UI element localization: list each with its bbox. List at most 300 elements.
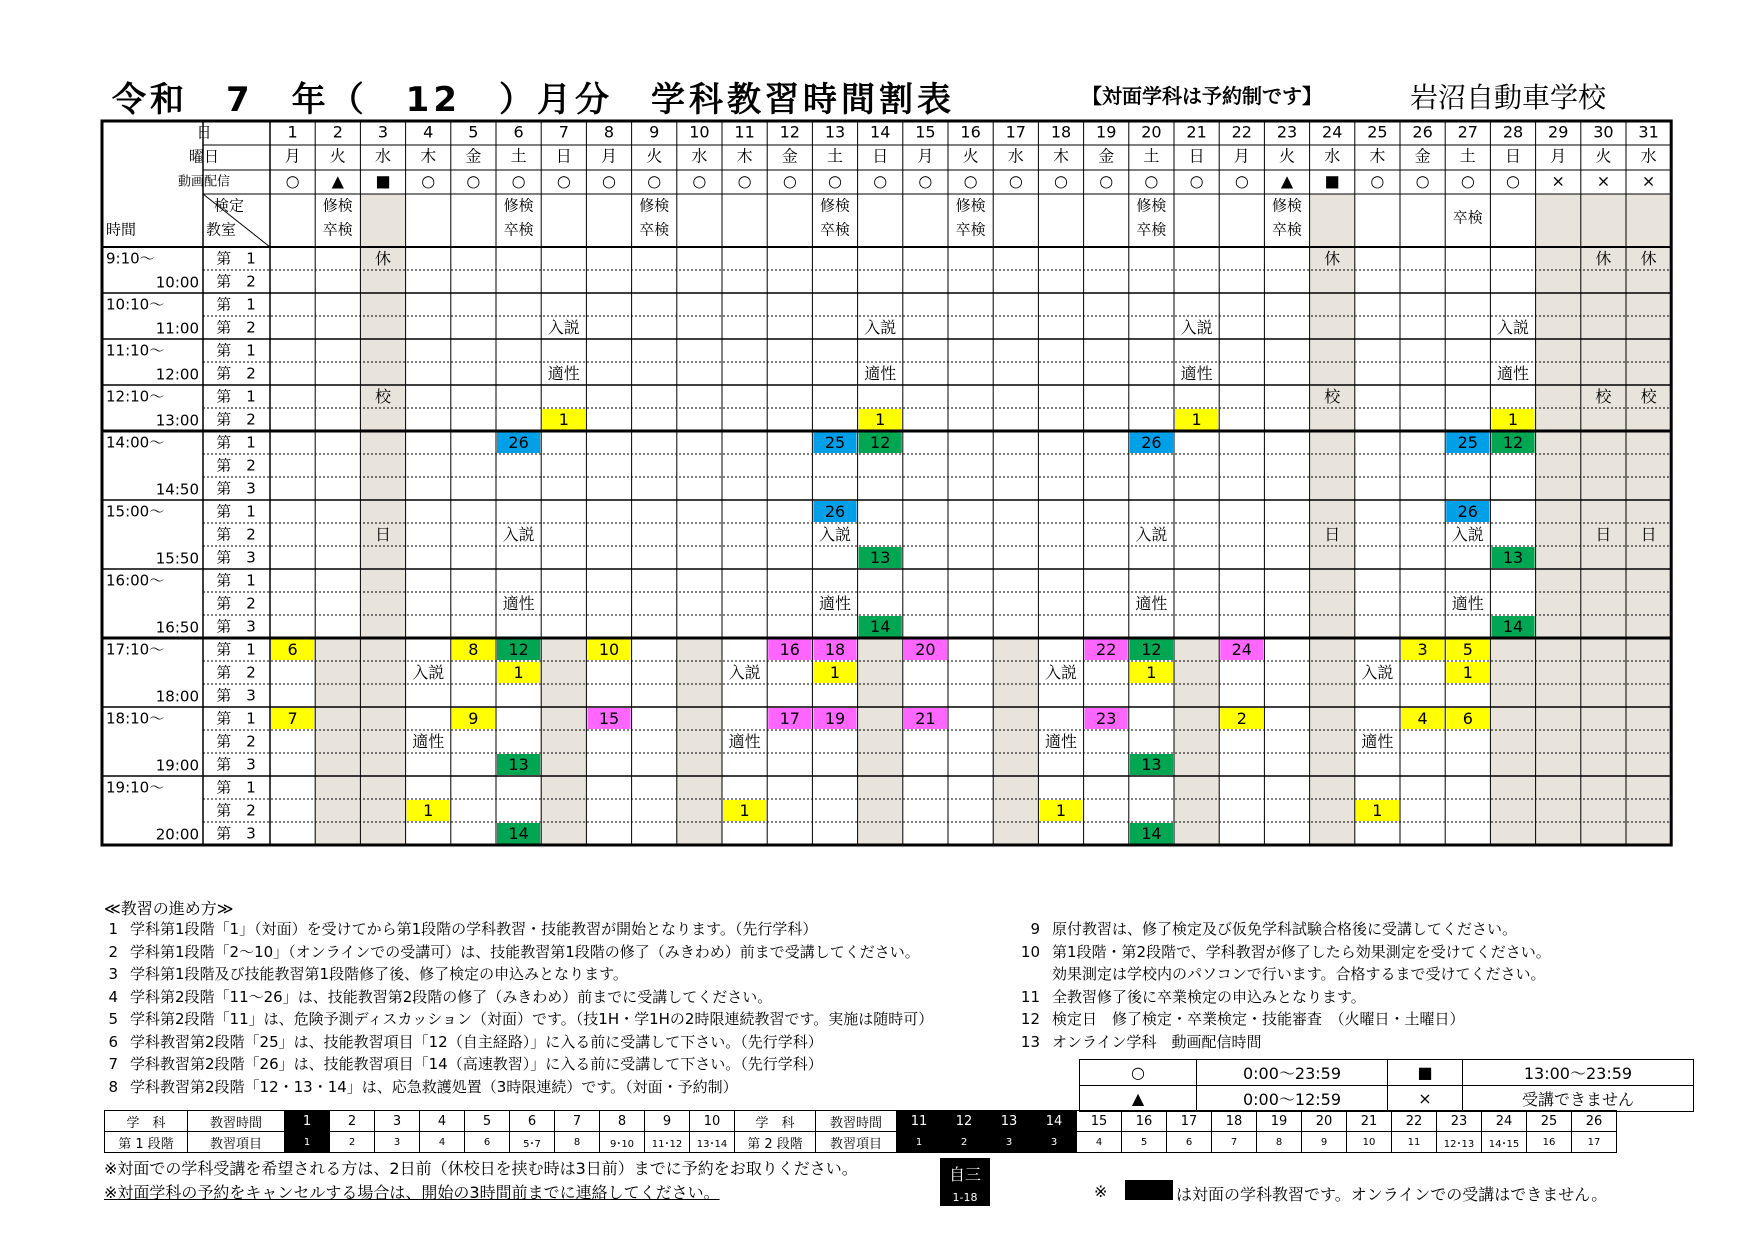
course-item: 16 (1527, 1132, 1572, 1153)
closed-column (1581, 194, 1626, 845)
lesson-label: 14 (870, 617, 891, 636)
course-hour: 15 (1077, 1111, 1122, 1132)
course-hour: 9 (645, 1111, 690, 1132)
room-label: 第 3 (216, 755, 256, 774)
video-mark: ○ (1144, 171, 1159, 191)
room-label: 第 1 (216, 249, 256, 268)
jiko-sub: 1-18 (952, 1191, 978, 1204)
lesson-label: 日 (1324, 525, 1341, 544)
closed-evening-cell (858, 638, 903, 845)
weekday-label: 木 (736, 146, 753, 166)
video-mark: ○ (285, 171, 300, 191)
room-label: 第 3 (216, 548, 256, 567)
exam-label: 修検 (819, 196, 851, 215)
block-end-time: 14:50 (155, 480, 199, 499)
lesson-label: 1 (1055, 801, 1067, 820)
weekday-label: 火 (329, 146, 346, 166)
course-hour: 14 (1032, 1111, 1077, 1132)
block-start-time: 19:10～ (106, 778, 165, 797)
day-number: 31 (1638, 122, 1659, 142)
legend-symbol: ■ (1388, 1060, 1463, 1086)
day-number: 13 (824, 122, 846, 142)
course-item: 3 (987, 1132, 1032, 1153)
weekday-label: 土 (1459, 146, 1476, 166)
weekday-label: 土 (826, 146, 844, 166)
day-number: 10 (689, 122, 710, 142)
lesson-label: 26 (1141, 433, 1162, 452)
exam-label: 卒検 (503, 220, 534, 239)
lesson-label: 14 (1141, 824, 1162, 843)
exam-label: 修検 (322, 196, 353, 215)
video-mark: ○ (556, 171, 571, 191)
course-item: 17 (1572, 1132, 1617, 1153)
exam-label: 修検 (1271, 196, 1303, 215)
block-start-time: 11:10～ (106, 341, 165, 360)
room-label: 第 2 (216, 525, 256, 544)
lesson-label: 16 (779, 640, 800, 659)
note-number: 10 (1020, 942, 1040, 961)
course-item: 14･15 (1482, 1132, 1527, 1153)
lesson-label: 7 (287, 709, 298, 728)
legend-row (1080, 1086, 1694, 1112)
lesson-label: 22 (1096, 640, 1117, 659)
jiko-label: 自三 (948, 1165, 981, 1184)
course-label: 教習時間 (188, 1111, 285, 1132)
room-label: 第 2 (216, 318, 256, 337)
note-item (96, 918, 817, 939)
lesson-label: 10 (598, 640, 620, 659)
lesson-label: 入説 (502, 525, 535, 544)
video-mark: ○ (1415, 171, 1430, 191)
course-label: 学 科 (105, 1111, 188, 1132)
exam-label: 卒検 (639, 220, 670, 239)
weekday-label: 木 (420, 146, 437, 166)
note-item (96, 941, 920, 962)
note-item (96, 1076, 738, 1097)
room-label: 第 1 (216, 387, 256, 406)
weekday-label: 木 (1052, 146, 1070, 166)
lesson-label: 適性 (547, 364, 580, 383)
legend-symbol: × (1388, 1086, 1463, 1112)
course-hour: 4 (420, 1111, 465, 1132)
day-number: 16 (960, 122, 981, 142)
lesson-label: 13 (870, 548, 891, 567)
lesson-label: 12 (1141, 640, 1162, 659)
course-hour: 3 (375, 1111, 420, 1132)
closed-evening-cell (541, 638, 586, 845)
course-item: 4 (1077, 1132, 1122, 1153)
school-name: 岩沼自動車学校 (1410, 81, 1607, 114)
day-number: 8 (603, 122, 615, 142)
weekday-label: 金 (781, 146, 798, 166)
weekday-label: 火 (646, 146, 663, 166)
note-number: 8 (108, 1077, 118, 1096)
video-header: 動画配信 (177, 174, 231, 190)
closed-evening-cell (1174, 638, 1219, 845)
room-label: 第 3 (216, 824, 256, 843)
lesson-label: 適性 (412, 732, 445, 751)
weekday-label: 金 (1414, 146, 1431, 166)
room-label: 第 1 (216, 295, 256, 314)
video-mark: × (1551, 171, 1565, 191)
note-text: 学科教習第2段階「12・13・14」は、応急救護処置（3時限連続）です。（対面・予約制） (130, 1077, 738, 1096)
video-mark: ▲ (331, 171, 344, 191)
lesson-label: 適性 (1451, 594, 1484, 613)
closed-column (1536, 194, 1581, 845)
block-start-time: 9:10～ (106, 249, 155, 268)
room-label: 第 2 (216, 410, 256, 429)
room-label: 第 3 (216, 479, 256, 498)
reservation-note: ※対面での学科受講を希望される方は、2日前（休校日を挟む時は3日前）までに予約をお取りください。 (104, 1159, 858, 1178)
legend-time: 0:00～23:59 (1197, 1060, 1388, 1086)
block-end-time: 12:00 (155, 365, 199, 384)
lesson-label: 15 (598, 709, 620, 728)
room-label: 第 1 (216, 640, 256, 659)
room-label: 第 1 (216, 341, 256, 360)
video-mark: ■ (1324, 171, 1340, 191)
block-start-time: 17:10～ (106, 640, 165, 659)
lesson-label: 5 (1462, 640, 1473, 659)
note-number: 13 (1020, 1032, 1040, 1051)
lesson-label: 1 (513, 663, 524, 682)
day-number: 23 (1276, 122, 1298, 142)
course-hour: 17 (1167, 1111, 1212, 1132)
course-hour: 21 (1347, 1111, 1392, 1132)
lesson-label: 休 (1324, 249, 1341, 268)
closed-evening-cell (677, 638, 722, 845)
day-number: 22 (1231, 122, 1252, 142)
lesson-label: 23 (1096, 709, 1117, 728)
weekday-label: 月 (600, 146, 618, 166)
lesson-label: 24 (1231, 640, 1252, 659)
lesson-label: 休 (1640, 249, 1657, 268)
lesson-label: 1 (1507, 410, 1519, 429)
day-number: 3 (377, 122, 389, 142)
day-number: 28 (1502, 122, 1524, 142)
course-item: 11･12 (645, 1132, 690, 1153)
video-mark: ■ (375, 171, 391, 191)
lesson-label: 1 (1191, 410, 1202, 429)
closed-evening-cell (1490, 638, 1535, 845)
lesson-label: 1 (423, 801, 434, 820)
legend-time: 受講できません (1463, 1086, 1694, 1112)
day-number: 20 (1141, 122, 1162, 142)
note-text: 学科第1段階「2～10」（オンラインでの受講可）は、技能教習第1段階の修了（みきわめ）前まで受講してください。 (130, 942, 920, 961)
lesson-label: 適性 (1496, 364, 1530, 383)
note-text: 学科第2段階「11」は、危険予測ディスカッション（対面）です。（技1H・学1Hの2時限連続教習です。実施は随時可） (130, 1010, 934, 1028)
lesson-label: 3 (1417, 640, 1428, 659)
closed-evening-cell (315, 638, 360, 845)
video-mark: ○ (963, 171, 978, 191)
video-mark: ○ (511, 171, 526, 191)
lesson-label: 適性 (1361, 732, 1394, 751)
lesson-label: 1 (558, 410, 569, 429)
note-number: 4 (108, 987, 118, 1006)
block-start-time: 15:00～ (106, 502, 165, 521)
lesson-label: 1 (1372, 801, 1383, 820)
course-item: 6 (465, 1132, 510, 1153)
room-label: 第 3 (216, 686, 256, 705)
course-item: 11 (1392, 1132, 1437, 1153)
day-number: 18 (1050, 122, 1072, 142)
note-item (1018, 941, 1551, 962)
video-mark: ○ (1189, 171, 1204, 191)
note-item (96, 1031, 823, 1052)
course-label: 教習項目 (188, 1132, 285, 1153)
video-mark: ○ (466, 171, 481, 191)
lesson-label: 25 (824, 433, 846, 452)
weekday-label: 火 (1595, 146, 1612, 166)
course-hour: 20 (1302, 1111, 1347, 1132)
video-mark: ○ (692, 171, 707, 191)
black-note: は対面の学科教習です。オンラインでの受講はできません。 (1176, 1185, 1608, 1204)
course-hour: 10 (690, 1111, 735, 1132)
course-hour: 7 (555, 1111, 600, 1132)
exam-label: 卒検 (322, 220, 353, 239)
course-label: 教習時間 (816, 1111, 897, 1132)
course-label: 第 2 段階 (735, 1132, 816, 1153)
exam-label: 修検 (503, 196, 534, 215)
course-item: 8 (1257, 1132, 1302, 1153)
lesson-label: 適性 (1180, 364, 1213, 383)
note-item (96, 1008, 933, 1029)
lesson-label: 6 (1462, 709, 1473, 728)
note-text: 学科教習第2段階「26」は、技能教習項目「14（高速教習）」に入る前に受講して下さい。（先行学科） (130, 1055, 823, 1073)
day-number: 29 (1548, 122, 1569, 142)
exam-label: 卒検 (1136, 220, 1167, 239)
black-swatch (1125, 1180, 1173, 1200)
course-item: 6 (1167, 1132, 1212, 1153)
lesson-label: 1 (739, 801, 750, 820)
course-hour: 25 (1527, 1111, 1572, 1132)
weekday-header: 曜日 (188, 147, 220, 166)
lesson-label: 適性 (1044, 732, 1078, 751)
block-end-time: 20:00 (155, 825, 199, 844)
weekday-label: 月 (284, 146, 301, 166)
legend-time: 0:00～12:59 (1197, 1086, 1388, 1112)
legend-symbol: ▲ (1080, 1086, 1197, 1112)
course-hour: 13 (987, 1111, 1032, 1132)
room-label: 第 2 (216, 272, 256, 291)
lesson-label: 1 (829, 663, 841, 682)
lesson-label: 休 (1595, 249, 1612, 268)
video-mark: ○ (1506, 171, 1520, 191)
note-number: 5 (108, 1010, 118, 1028)
lesson-label: 17 (779, 709, 800, 728)
block-end-time: 19:00 (155, 756, 199, 775)
note-number: 11 (1020, 987, 1040, 1006)
cancel-note: ※対面学科の予約をキャンセルする場合は、開始の3時間前までに連絡してください。 (104, 1183, 720, 1202)
note-item (1018, 918, 1517, 939)
weekday-label: 金 (1098, 146, 1115, 166)
lesson-label: 適性 (864, 364, 897, 383)
course-item: 8 (555, 1132, 600, 1153)
block-start-time: 16:00～ (106, 571, 165, 590)
day-number: 21 (1186, 122, 1207, 142)
lesson-label: 適性 (728, 732, 761, 751)
exam-label: 修検 (955, 196, 986, 215)
lesson-label: 入説 (1044, 663, 1078, 682)
lesson-label: 19 (824, 709, 846, 728)
weekday-label: 水 (691, 146, 708, 166)
video-mark: ▲ (1280, 171, 1294, 191)
lesson-label: 13 (1502, 548, 1524, 567)
block-start-time: 10:10～ (106, 295, 165, 314)
video-legend (1079, 1059, 1694, 1112)
course-hour: 8 (600, 1111, 645, 1132)
note-number: 6 (108, 1032, 118, 1051)
lesson-label: 1 (1462, 663, 1473, 682)
course-item: 2 (942, 1132, 987, 1153)
weekday-label: 日 (1188, 146, 1205, 166)
lesson-label: 入説 (1361, 663, 1394, 682)
weekday-label: 土 (510, 146, 527, 166)
video-mark: ○ (782, 171, 797, 191)
course-item: 1 (285, 1132, 330, 1153)
note-item (1018, 986, 1366, 1007)
video-mark: × (1641, 171, 1656, 191)
lesson-label: 入説 (1180, 318, 1213, 337)
room-label: 第 1 (216, 571, 256, 590)
weekday-label: 月 (1233, 146, 1250, 166)
exam-label: 卒検 (819, 220, 851, 239)
day-number: 1 (287, 122, 298, 142)
exam-label: 修検 (1136, 196, 1167, 215)
kyoshitsu-header: 教室 (205, 220, 237, 239)
lesson-label: 入説 (728, 663, 761, 682)
lesson-label: 日 (1640, 525, 1657, 544)
video-mark: ○ (647, 171, 662, 191)
day-number: 27 (1457, 122, 1478, 142)
note-number: 7 (108, 1055, 118, 1073)
lesson-label: 日 (374, 525, 392, 544)
lesson-label: 校 (374, 387, 392, 406)
video-mark: ○ (421, 171, 436, 191)
video-mark: ○ (1370, 171, 1385, 191)
day-number: 15 (915, 122, 936, 142)
lesson-label: 26 (1457, 502, 1478, 521)
note-text: 原付教習は、修了検定及び仮免学科試験合格後に受講してください。 (1052, 920, 1518, 938)
day-number: 7 (558, 122, 569, 142)
course-label: 学 科 (735, 1111, 816, 1132)
video-mark: ○ (602, 171, 616, 191)
lesson-label: 14 (1502, 617, 1524, 636)
course-hour: 2 (330, 1111, 375, 1132)
room-label: 第 2 (216, 456, 256, 475)
weekday-label: 月 (1550, 146, 1567, 166)
lesson-label: 6 (287, 640, 298, 659)
lesson-label: 入説 (1135, 525, 1168, 544)
video-mark: ○ (737, 171, 752, 191)
course-hours-row (105, 1111, 1617, 1132)
room-label: 第 1 (216, 433, 256, 452)
lesson-label: 休 (374, 249, 392, 268)
lesson-label: 4 (1417, 709, 1428, 728)
video-mark: ○ (873, 171, 888, 191)
room-label: 第 3 (216, 617, 256, 636)
day-number: 4 (423, 122, 434, 142)
day-number: 19 (1096, 122, 1117, 142)
note-item (1018, 963, 1546, 984)
note-text: 学科第1段階及び技能教習第1段階修了後、修了検定の申込みとなります。 (130, 965, 628, 983)
lesson-label: 校 (1324, 387, 1341, 406)
reservation-notice: 【対面学科は予約制です】 (1082, 84, 1322, 108)
block-start-time: 12:10～ (106, 387, 165, 406)
note-number: 1 (108, 920, 118, 938)
lesson-label: 12 (870, 433, 891, 452)
weekday-label: 火 (1278, 146, 1296, 166)
day-number: 11 (734, 122, 755, 142)
course-item: 2 (330, 1132, 375, 1153)
block-end-time: 16:50 (155, 618, 199, 637)
exam-label: 修検 (639, 196, 670, 215)
course-item: 1 (897, 1132, 942, 1153)
notes-heading: ≪教習の進め方≫ (104, 899, 234, 918)
course-hour: 26 (1572, 1111, 1617, 1132)
closed-column (1626, 194, 1671, 845)
weekday-label: 水 (1640, 146, 1657, 166)
video-mark: ○ (1008, 171, 1023, 191)
course-hour: 12 (942, 1111, 987, 1132)
lesson-label: 21 (915, 709, 936, 728)
note-number: 9 (1030, 920, 1040, 938)
note-number: 3 (108, 965, 118, 983)
lesson-label: 25 (1457, 433, 1478, 452)
lesson-label: 14 (508, 824, 529, 843)
lesson-label: 適性 (502, 594, 535, 613)
course-item: 9･10 (600, 1132, 645, 1153)
weekday-label: 日 (555, 146, 572, 166)
room-label: 第 2 (216, 663, 256, 682)
course-hour: 6 (510, 1111, 555, 1132)
lesson-label: 8 (468, 640, 479, 659)
weekday-label: 水 (1324, 146, 1341, 166)
jikan-header: 時間 (106, 220, 137, 239)
course-label: 第 1 段階 (105, 1132, 188, 1153)
video-mark: × (1596, 171, 1611, 191)
weekday-label: 木 (1369, 146, 1386, 166)
course-label: 教習項目 (816, 1132, 897, 1153)
lesson-label: 入説 (412, 663, 445, 682)
course-hour: 1 (285, 1111, 330, 1132)
weekday-label: 日 (1504, 146, 1522, 166)
note-text: 効果測定は学校内のパソコンで行います。合格するまで受けてください。 (1052, 965, 1546, 983)
block-start-time: 18:10～ (106, 709, 165, 728)
closed-column (360, 194, 405, 845)
lesson-label: 1 (875, 410, 886, 429)
weekday-label: 水 (374, 146, 392, 166)
closed-column (1310, 194, 1355, 845)
lesson-label: 入説 (1451, 525, 1484, 544)
room-label: 第 2 (216, 801, 256, 820)
lesson-label: 校 (1595, 387, 1612, 406)
block-end-time: 10:00 (155, 273, 199, 292)
lesson-label: 入説 (864, 318, 897, 337)
note-text: 第1段階・第2段階で、学科教習が修了したら効果測定を受けてください。 (1052, 942, 1551, 961)
course-table (104, 1110, 1617, 1153)
note-item (96, 986, 772, 1007)
note-item (1018, 1031, 1262, 1052)
course-hour: 16 (1122, 1111, 1167, 1132)
course-item: 7 (1212, 1132, 1257, 1153)
course-item: 13･14 (690, 1132, 735, 1153)
exam-label: 卒検 (1452, 208, 1483, 227)
weekday-label: 土 (1143, 146, 1160, 166)
block-end-time: 18:00 (155, 687, 199, 706)
course-item: 9 (1302, 1132, 1347, 1153)
weekday-label: 火 (962, 146, 979, 166)
page-title: 令和 7 年（ 12 ）月分 学科教習時間割表 (112, 80, 955, 120)
